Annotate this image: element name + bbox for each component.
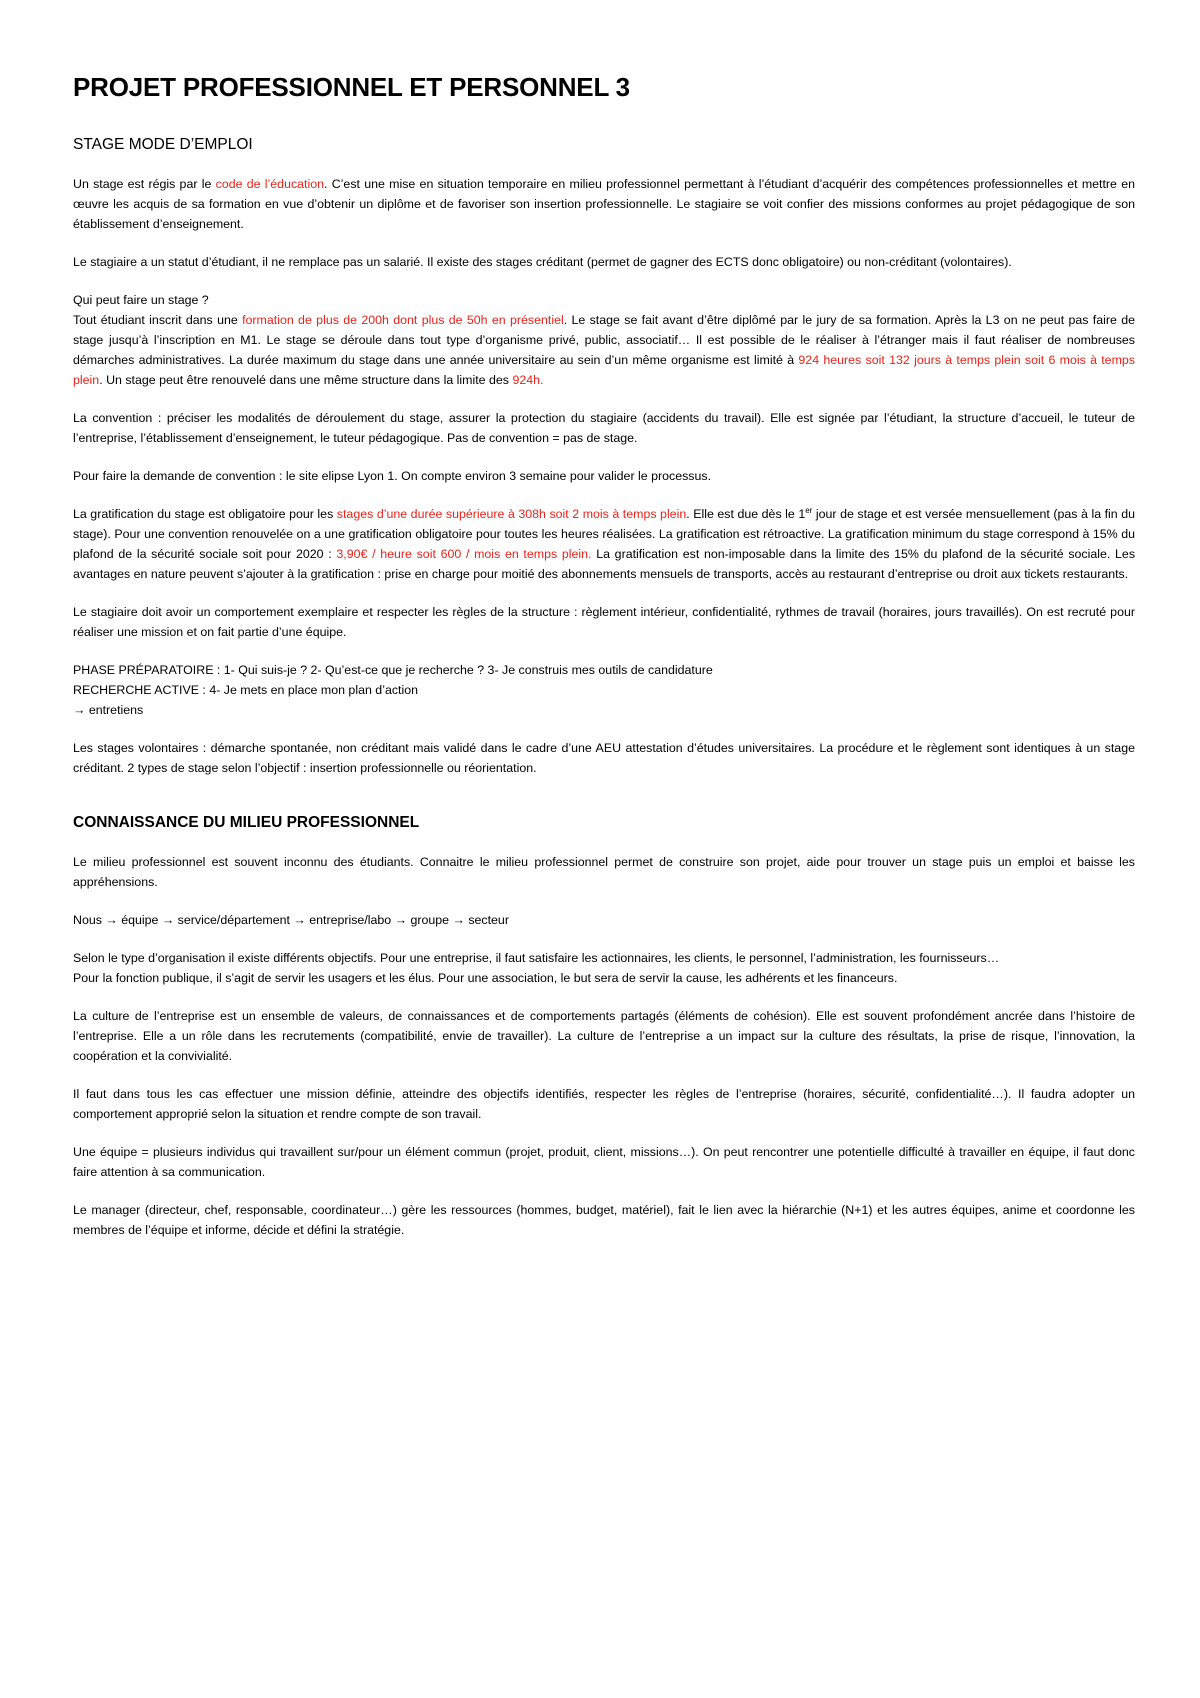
paragraph	[73, 738, 1135, 778]
highlighted-text: code de l’éducation	[215, 177, 325, 191]
text-run: . Elle est due dès le 1	[686, 507, 806, 521]
section-heading-stage: STAGE MODE D’EMPLOI	[73, 136, 253, 153]
text-run: La culture de l’entreprise est un ensemble de valeurs, de connaissances et de comportements partagés (éléments de cohésion). Elle est souvent profondément ancrée dans l’histoire de l’entreprise. Elle a un rôle dans les recrutements (compatibilité, envie de travailler). La culture de l’entreprise a un impact sur la culture des résultats, la prise de risque, l’innovation, la coopération et la convivialité.	[73, 1009, 1135, 1063]
text-run: Tout étudiant inscrit dans une	[73, 313, 243, 327]
highlighted-text: 3,90€ / heure soit 600 / mois en temps plein.	[336, 547, 592, 561]
question-line: Qui peut faire un stage ?	[73, 293, 209, 307]
paragraph	[73, 466, 1135, 486]
text-run: Le manager (directeur, chef, responsable, coordinateur…) gère les ressources (hommes, budget, matériel), fait le lien avec la hiérarchie (N+1) et les autres équipes, anime et coordonne les membres de l’équipe et informe, décide et défini la stratégie.	[73, 1203, 1135, 1237]
paragraph	[73, 1084, 1135, 1124]
phase-line: PHASE PRÉPARATOIRE : 1- Qui suis-je ? 2- Qu’est-ce que je recherche ? 3- Je construis mes outils de candidature	[73, 663, 713, 677]
document-page	[73, 72, 1135, 1258]
paragraph	[73, 252, 1135, 272]
text-run: Il faut dans tous les cas effectuer une mission définie, atteindre des objectifs identifiés, respecter les règles de l’entreprise (horaires, sécurité, confidentialité…). Il faudra adopter un comportement approprié selon la situation et rendre compte de son travail.	[73, 1087, 1135, 1121]
text-run: La gratification est non-imposable dans la limite des 15% du plafond de la sécurité sociale. Les avantages en nature peuvent s’ajouter à la gratification : prise en charge pour moitié des abonnements mensuels de transports, accès au restaurant d’entreprise ou droit aux tickets restaurants.	[73, 547, 1136, 581]
paragraph	[73, 602, 1135, 642]
highlighted-text: 924h.	[512, 373, 544, 387]
text-run: jour de stage et est versée mensuellement (pas à la fin du stage). Pour une convention renouvelée on a une gratification obligatoire pour toutes les heures réalisées. La gratification est rétroactive. La gratification minimum du stage correspond à 15% du plafond de la sécurité sociale soit pour 2020 :	[73, 507, 1136, 561]
paragraph: Pour la fonction publique, il s’agit de servir les usagers et les élus. Pour une association, le but sera de servir la cause, les adhérents et les financeurs.	[73, 971, 898, 985]
phase-line: → entretiens	[73, 703, 144, 717]
text-run: Les stages volontaires : démarche spontanée, non créditant mais validé dans le cadre d’une AEU attestation d’études universitaires. La procédure et le règlement sont identiques à un stage créditant. 2 types de stage selon l’objectif : insertion professionnelle ou réorientation.	[73, 741, 1135, 775]
text-run: . Le stage se fait avant d’être diplômé par le jury de sa formation. Après la L3 on ne peut pas faire de stage jusqu’à l’inscription en M1. Le stage se déroule dans tout type d’organisme privé, public, associatif… Il est possible de le réaliser à l’étranger mais il faut réaliser de nombreuses démarches administratives. La durée maximum du stage dans une année universitaire au sein d’un même organisme est limité à	[73, 313, 1136, 367]
section-heading-milieu: CONNAISSANCE DU MILIEU PROFESSIONNEL	[73, 814, 420, 831]
text-run: Le milieu professionnel est souvent inconnu des étudiants. Connaitre le milieu professionnel permet de construire son projet, aide pour trouver un stage puis un emploi et baisse les appréhensions.	[73, 855, 1135, 889]
document-title: PROJET PROFESSIONNEL ET PERSONNEL 3	[73, 72, 630, 102]
paragraph	[73, 852, 1135, 892]
text-run: Une équipe = plusieurs individus qui travaillent sur/pour un élément commun (projet, produit, client, missions…). On peut rencontrer une potentielle difficulté à travailler en équipe, il faut donc faire attention à sa communication.	[73, 1145, 1135, 1179]
phase-line: RECHERCHE ACTIVE : 4- Je mets en place mon plan d’action	[73, 683, 419, 697]
text-run: Selon le type d’organisation il existe différents objectifs. Pour une entreprise, il faut satisfaire les actionnaires, les clients, le personnel, l’administration, les fournisseurs…	[73, 951, 1000, 965]
text-run: . C’est une mise en situation temporaire en milieu professionnel permettant à l’étudiant d’acquérir des compétences professionnelles et mettre en œuvre les acquis de sa formation en vue d’obtenir un diplôme et de favoriser son insertion professionnelle. Le stagiaire se voit confier des missions conformes au projet pédagogique de son établissement d’enseignement.	[73, 177, 1135, 231]
paragraph	[73, 310, 1135, 390]
text-run: Nous → équipe → service/département → entreprise/labo → groupe → secteur	[73, 913, 509, 927]
text-run: er	[805, 505, 813, 515]
highlighted-text: stages d’une durée supérieure à 308h soit 2 mois à temps plein	[336, 507, 687, 521]
text-run: Le stagiaire doit avoir un comportement exemplaire et respecter les règles de la structure : règlement intérieur, confidentialité, rythmes de travail (horaires, jours travaillés). On est recruté pour réaliser une mission et on fait partie d’une équipe.	[73, 605, 1135, 639]
text-run: . Un stage peut être renouvelé dans une même structure dans la limite des	[99, 373, 513, 387]
highlighted-text: formation de plus de 200h dont plus de 50h en présentiel	[242, 313, 564, 327]
paragraph	[73, 948, 1135, 968]
text-run: Le stagiaire a un statut d’étudiant, il ne remplace pas un salarié. Il existe des stages créditant (permet de gagner des ECTS donc obligatoire) ou non-créditant (volontaires).	[73, 255, 1012, 269]
paragraph	[73, 1142, 1135, 1182]
paragraph	[73, 408, 1135, 448]
paragraph	[73, 174, 1135, 234]
text-run: Un stage est régis par le	[73, 177, 216, 191]
text-run: La gratification du stage est obligatoire pour les	[73, 507, 337, 521]
paragraph	[73, 1200, 1135, 1240]
paragraph	[73, 910, 1135, 930]
paragraph	[73, 504, 1135, 584]
highlighted-text: 924 heures soit 132 jours à temps plein soit 6 mois à temps plein	[73, 353, 1135, 387]
paragraph	[73, 1006, 1135, 1066]
text-run: La convention : préciser les modalités de déroulement du stage, assurer la protection du stagiaire (accidents du travail). Elle est signée par l’étudiant, la structure d’accueil, le tuteur de l’entreprise, l’établissement d’enseignement, le tuteur pédagogique. Pas de convention = pas de stage.	[73, 411, 1135, 445]
text-run: Pour faire la demande de convention : le site elipse Lyon 1. On compte environ 3 semaine pour valider le processus.	[73, 469, 712, 483]
